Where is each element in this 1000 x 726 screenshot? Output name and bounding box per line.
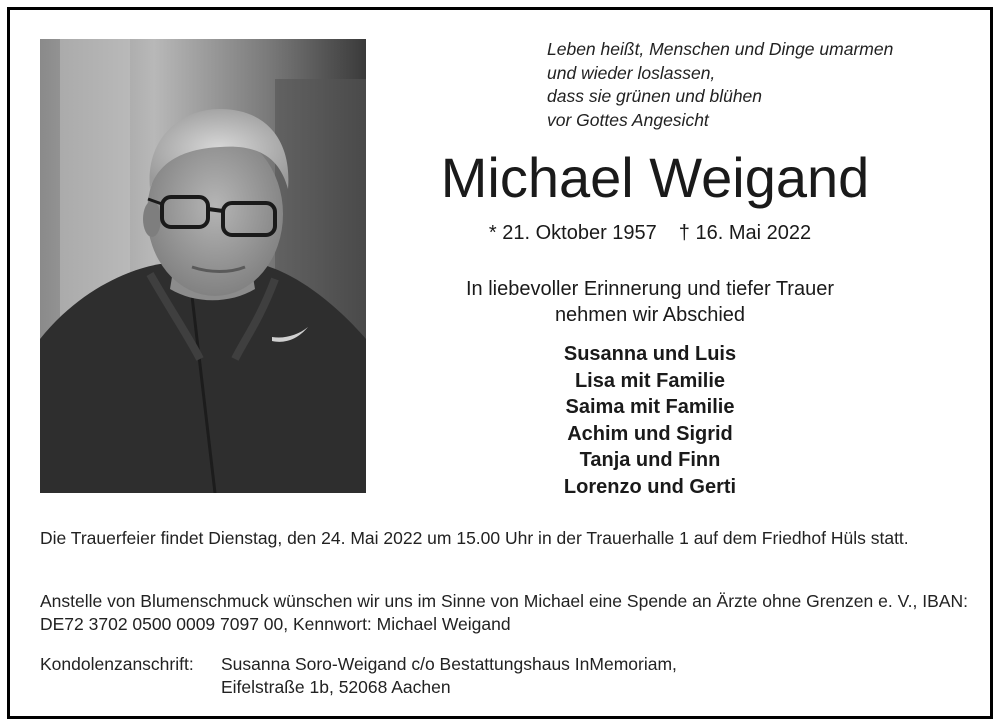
farewell-line: In liebevoller Erinnerung und tiefer Trauer <box>466 278 834 300</box>
condolence-address <box>40 653 677 699</box>
mourners-list <box>390 341 910 500</box>
obituary-frame <box>7 7 993 719</box>
poem-line: dass sie grünen und blühen <box>547 86 763 106</box>
donation-info: Anstelle von Blumenschmuck wünschen wir uns im Sinne von Michael eine Spende an Ärzte ohne Grenzen e. V., IBAN: DE72 3702 0500 0009 7097 00, Kennwort: Michael Weigand <box>40 591 968 634</box>
mourner: Lorenzo und Gerti <box>563 475 737 498</box>
mourner: Susanna und Luis <box>563 343 737 365</box>
mourner: Lisa mit Familie <box>574 369 726 392</box>
death-date: † 16. Mai 2022 <box>678 222 812 244</box>
portrait-photo <box>40 39 366 493</box>
farewell-text <box>390 276 910 328</box>
life-dates <box>390 221 910 245</box>
mourner: Saima mit Familie <box>565 396 735 418</box>
poem <box>547 38 893 132</box>
deceased-name: Michael Weigand <box>440 146 870 209</box>
mourner: Achim und Sigrid <box>567 422 733 445</box>
condolence-label: Kondolenzanschrift: <box>40 654 194 674</box>
mourner: Tanja und Finn <box>579 449 721 471</box>
condolence-line: Eifelstraße 1b, 52068 Aachen <box>221 677 451 697</box>
condolence-line: Susanna Soro-Weigand c/o Bestattungshaus InMemoriam, <box>221 654 677 674</box>
poem-line: Leben heißt, Menschen und Dinge umarmen <box>547 39 894 59</box>
poem-line: vor Gottes Angesicht <box>547 109 709 130</box>
birth-date: * 21. Oktober 1957 <box>488 222 657 244</box>
ceremony-info: Die Trauerfeier findet Dienstag, den 24. Mai 2022 um 15.00 Uhr in der Trauerhalle 1 auf dem Friedhof Hüls statt. <box>40 528 909 548</box>
poem-line: und wieder loslassen, <box>547 62 716 83</box>
farewell-line: nehmen wir Abschied <box>554 304 746 326</box>
